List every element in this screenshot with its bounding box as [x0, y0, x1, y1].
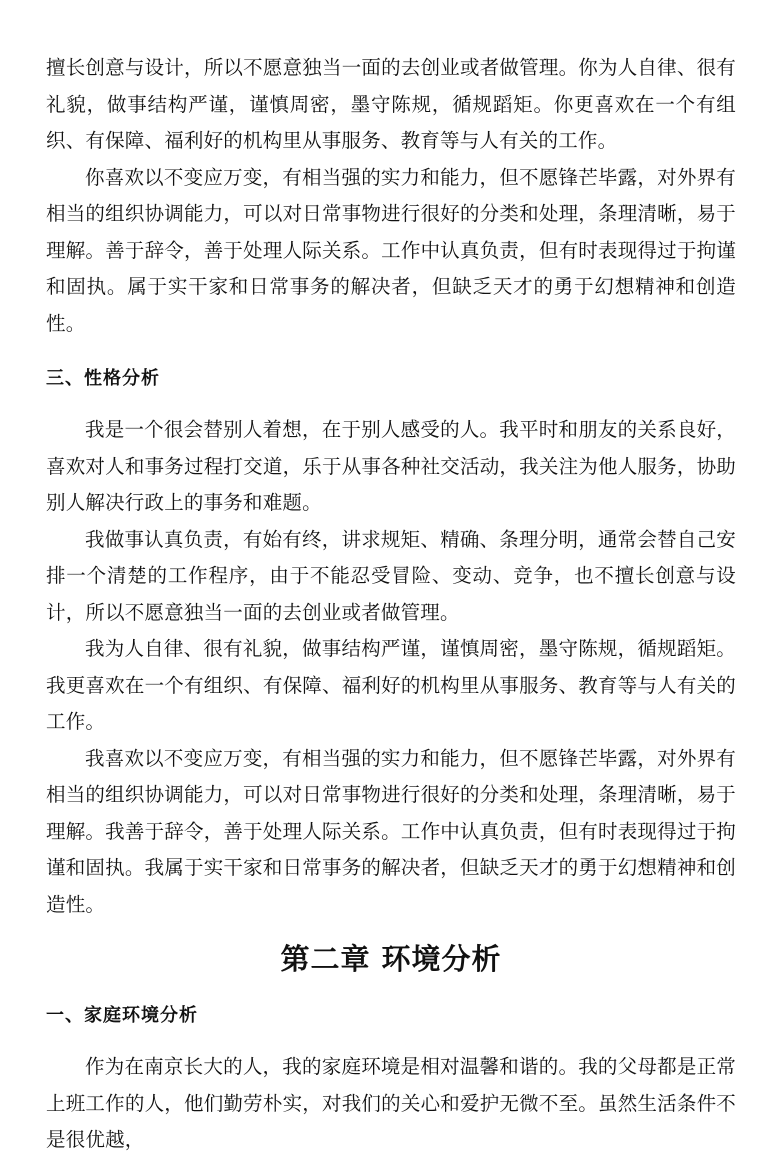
- intro-paragraph-1: 擅长创意与设计，所以不愿意独当一面的去创业或者做管理。你为人自律、很有礼貌，做事结构严谨，谨慎周密，墨守陈规，循规蹈矩。你更喜欢在一个有组织、有保障、福利好的机构里从事服务、教育等与人有关的工作。: [46, 56, 736, 152]
- personality-paragraph-4: 我喜欢以不变应万变，有相当强的实力和能力，但不愿锋芒毕露，对外界有相当的组织协调能力，可以对日常事物进行很好的分类和处理，条理清晰，易于理解。我善于辞令，善于处理人际关系。工作中认真负责，但有时表现得过于拘谨和固执。我属于实干家和日常事务的解决者，但缺乏天才的勇于幻想精神和创造性。: [46, 746, 736, 916]
- personality-paragraph-1: 我是一个很会替别人着想，在于别人感受的人。我平时和朋友的关系良好，喜欢对人和事务过程打交道，乐于从事各种社交活动，我关注为他人服务，协助别人解决行政上的事务和难题。: [46, 418, 736, 514]
- section-heading-personality: 三、性格分析: [46, 368, 160, 389]
- personality-paragraph-2: 我做事认真负责，有始有终，讲求规矩、精确、条理分明，通常会替自己安排一个清楚的工作程序，由于不能忍受冒险、变动、竞争，也不擅长创意与设计，所以不愿意独当一面的去创业或者做管理。: [46, 527, 736, 624]
- family-paragraph: 作为在南京长大的人，我的家庭环境是相对温馨和谐的。我的父母都是正常上班工作的人，他们勤劳朴实，对我们的关心和爱护无微不至。虽然生活条件不是很优越，: [46, 1055, 736, 1151]
- document-page: [46, 50, 736, 1159]
- section-heading-family: 一、家庭环境分析: [46, 1005, 198, 1026]
- personality-paragraph-3: 我为人自律、很有礼貌，做事结构严谨，谨慎周密，墨守陈规，循规蹈矩。我更喜欢在一个有组织、有保障、福利好的机构里从事服务、教育等与人有关的工作。: [46, 637, 736, 733]
- chapter-title: 第二章 环境分析: [280, 942, 502, 976]
- intro-paragraph-2: 你喜欢以不变应万变，有相当强的实力和能力，但不愿锋芒毕露，对外界有相当的组织协调能力，可以对日常事物进行很好的分类和处理，条理清晰，易于理解。善于辞令，善于处理人际关系。工作中认真负责，但有时表现得过于拘谨和固执。属于实干家和日常事务的解决者，但缺乏天才的勇于幻想精神和创造性。: [46, 165, 736, 335]
